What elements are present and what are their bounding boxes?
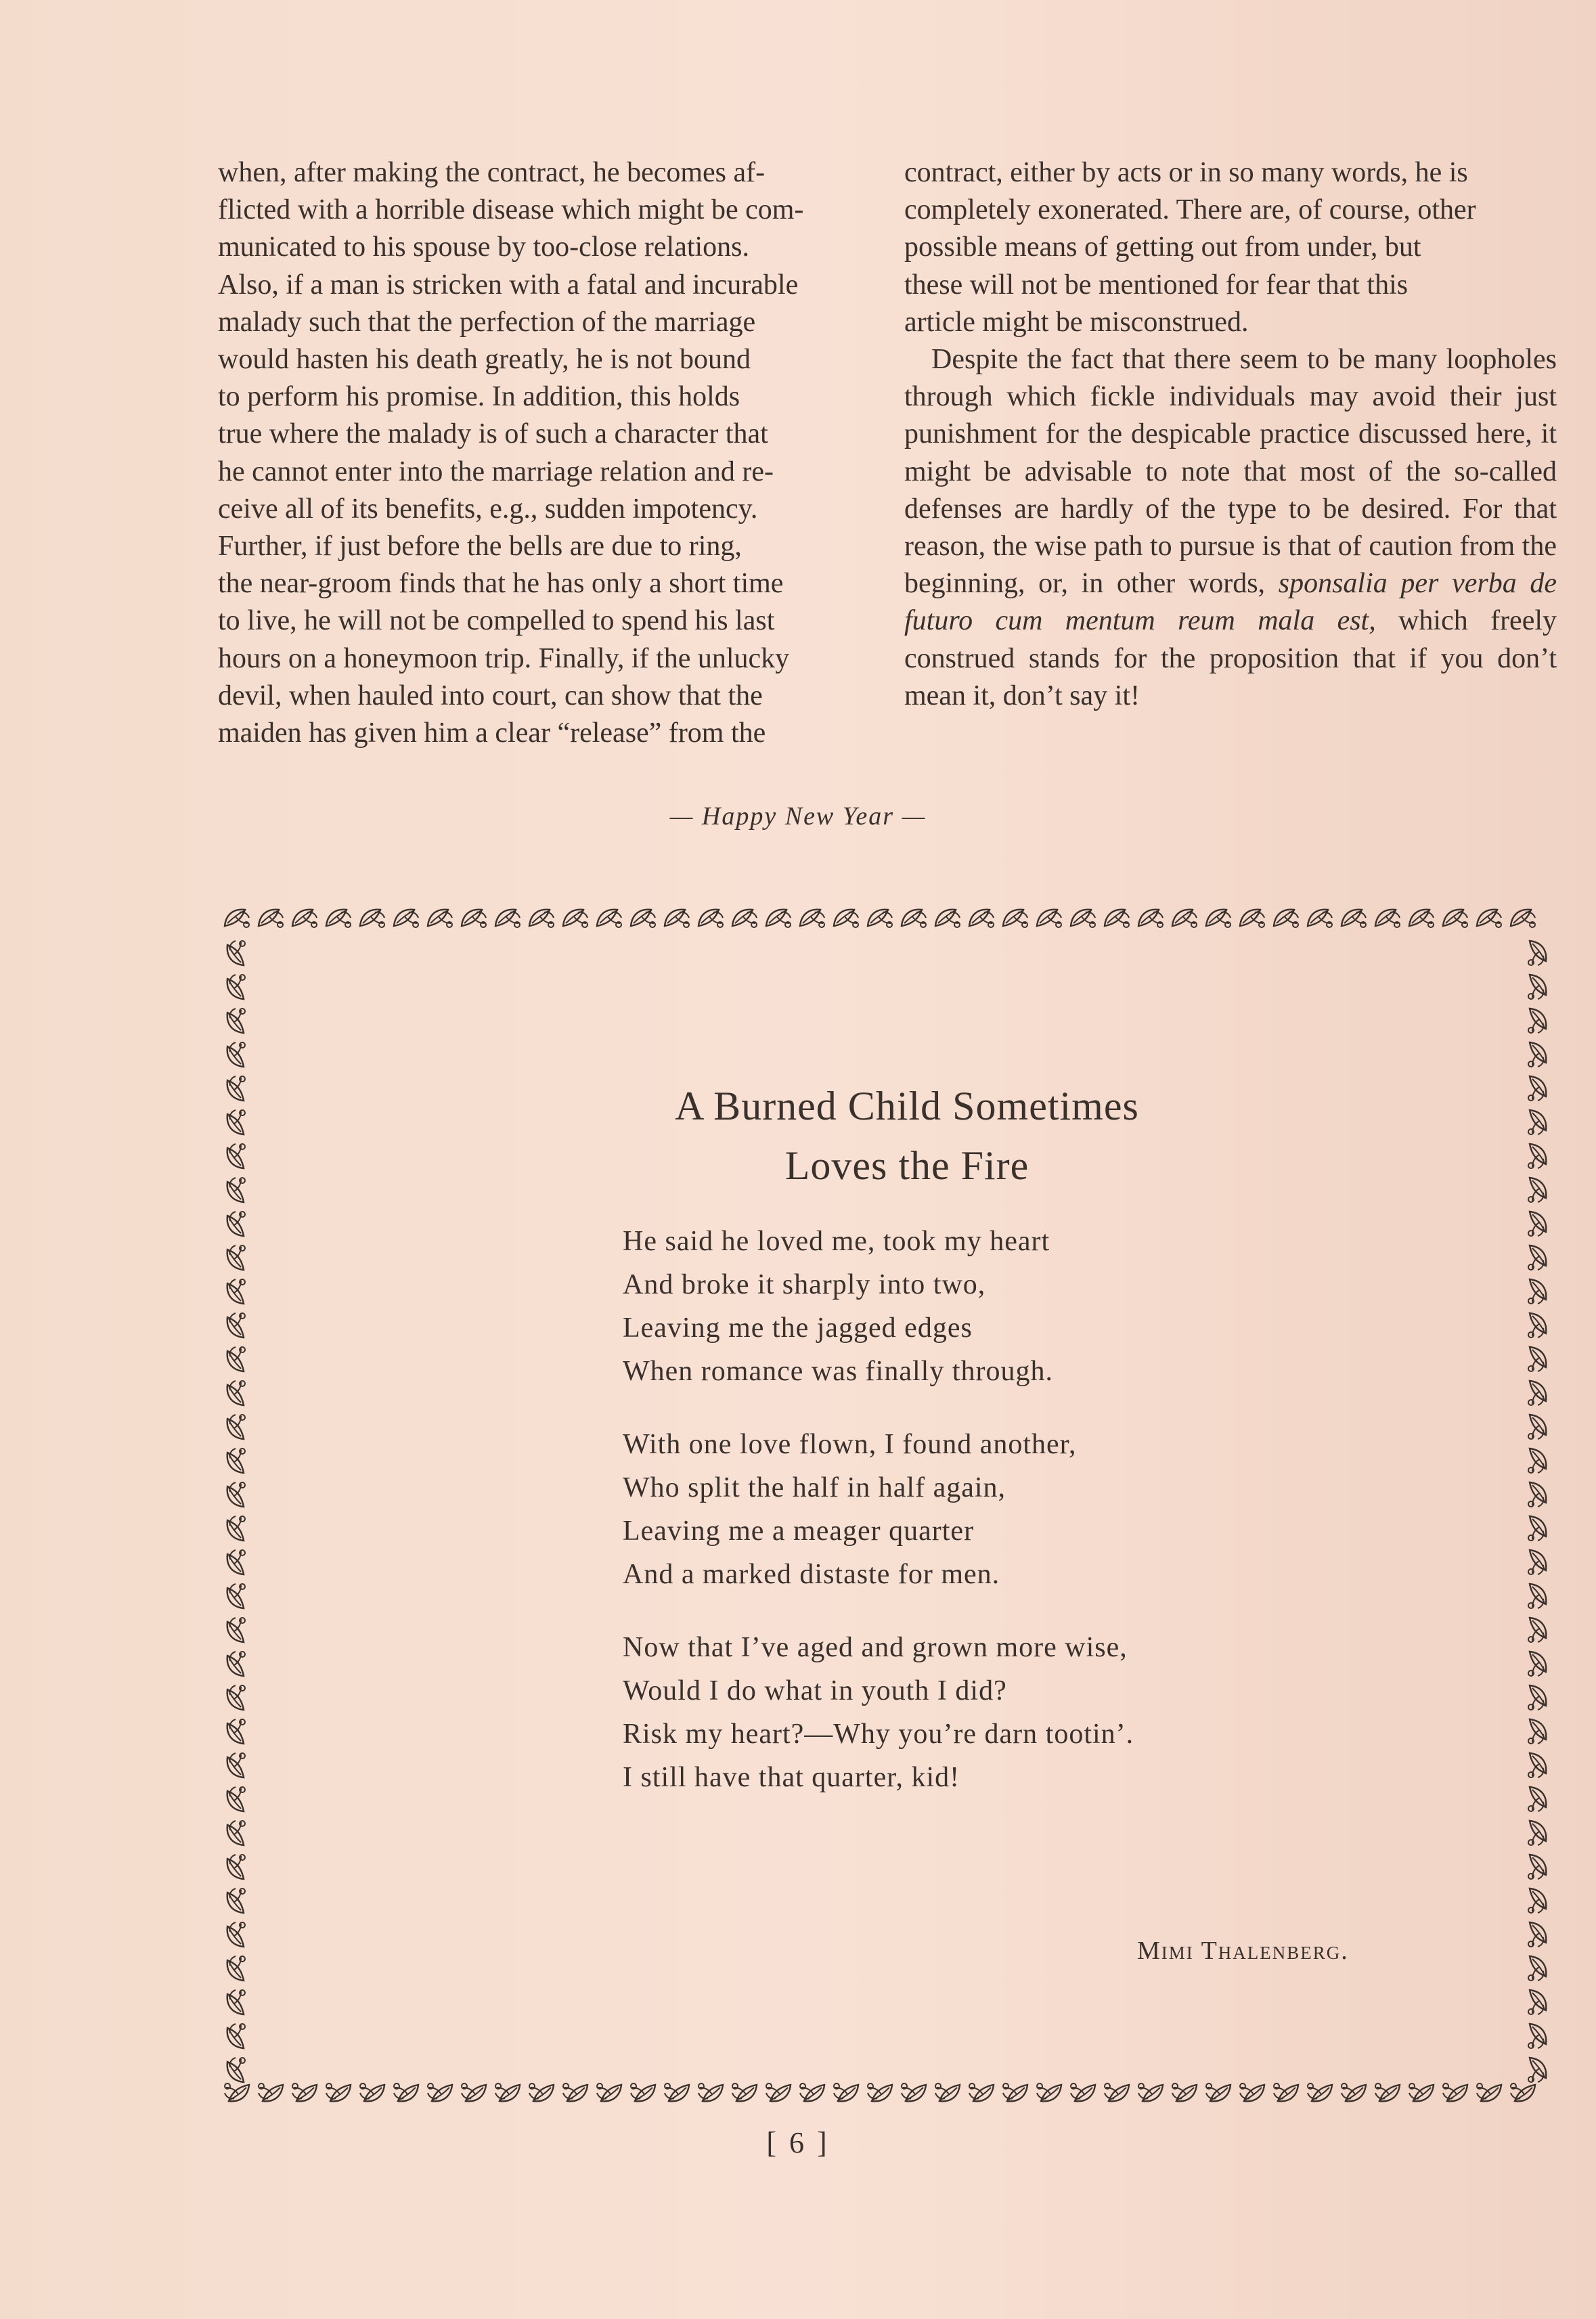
leaf-ornament-icon [225, 2083, 249, 2101]
leaf-ornament-icon [227, 1956, 245, 1981]
leaf-ornament-icon [227, 1618, 245, 1642]
leaf-ornament-icon [1206, 2083, 1231, 2101]
closing-paragraph [904, 341, 1557, 715]
poem-line: Would I do what in youth I did? [623, 1675, 1007, 1706]
leaf-ornament-icon [1528, 1042, 1546, 1067]
leaf-ornament-icon [227, 2058, 245, 2082]
leaf-ornament-icon [732, 2083, 757, 2101]
leaf-ornament-icon [1274, 2083, 1298, 2101]
leaf-ornament-icon [259, 910, 283, 927]
leaf-ornament-icon [732, 910, 757, 927]
left-line: to perform his promise. In addition, this holds [218, 381, 740, 413]
left-line: the near-groom finds that he has only a short time [218, 568, 784, 600]
leaf-ornament-icon [495, 2083, 520, 2101]
leaf-ornament-icon [1528, 1076, 1546, 1101]
left-line: hours on a honeymoon trip. Finally, if the unlucky [218, 642, 790, 674]
leaf-ornament-icon [1528, 1990, 1546, 2014]
leaf-ornament-icon [766, 2083, 791, 2101]
leaf-ornament-icon [1528, 2024, 1546, 2048]
leaf-ornament-icon [227, 1685, 245, 1710]
leaf-ornament-icon [227, 975, 245, 999]
leaf-ornament-icon [326, 2083, 351, 2101]
leaf-ornament-icon [1528, 1753, 1546, 1777]
poem-title [623, 1076, 1191, 1195]
leaf-ornament-icon [1528, 1618, 1546, 1642]
leaf-ornament-icon [227, 1787, 245, 1811]
leaf-ornament-icon [1528, 1652, 1546, 1676]
leaf-ornament-icon [259, 2083, 283, 2101]
leaf-ornament-icon [1003, 2083, 1027, 2101]
poem-line: When romance was finally through. [623, 1356, 1053, 1387]
leaf-ornament-icon [1240, 910, 1264, 927]
leaf-ornament-icon [227, 1449, 245, 1473]
leaf-ornament-icon [292, 910, 317, 927]
leaf-ornament-icon [1037, 2083, 1061, 2101]
poem-title-line: Loves the Fire [784, 1143, 1029, 1188]
leaf-ornament-icon [394, 910, 418, 927]
leaf-ornament-icon [495, 910, 520, 927]
left-line: municated to his spouse by too-close relations. [218, 231, 750, 263]
left-line: flicted with a horrible disease which might be com- [218, 194, 804, 226]
poem-line: Risk my heart?—Why you’re darn tootin’. [623, 1719, 1134, 1750]
leaf-ornament-icon [1071, 2083, 1095, 2101]
leaf-ornament-icon [227, 1110, 245, 1134]
leaf-ornament-icon [699, 2083, 723, 2101]
leaf-ornament-icon [1071, 910, 1095, 927]
leaf-ornament-icon [665, 910, 689, 927]
leaf-ornament-icon [1528, 1787, 1546, 1811]
leaf-ornament-icon [227, 1652, 245, 1676]
leaf-ornament-icon [1528, 941, 1546, 965]
leaf-ornament-icon [1528, 1889, 1546, 1913]
leaf-ornament-icon [1172, 910, 1197, 927]
leaf-ornament-icon [529, 910, 554, 927]
leaf-ornament-icon [1528, 1550, 1546, 1574]
leaf-ornament-icon [1528, 1279, 1546, 1304]
leaf-ornament-icon [1528, 1482, 1546, 1507]
leaf-ornament-icon [1308, 2083, 1332, 2101]
leaf-ornament-icon [227, 1347, 245, 1371]
left-line: he cannot enter into the marriage relation and re- [218, 456, 774, 487]
leaf-ornament-icon [360, 2083, 384, 2101]
leaf-ornament-icon [1528, 1347, 1546, 1371]
leaf-ornament-icon [1528, 1516, 1546, 1541]
leaf-ornament-icon [326, 910, 351, 927]
left-line: devil, when hauled into court, can show that the [218, 680, 763, 711]
left-line: Also, if a man is stricken with a fatal and incurable [218, 269, 799, 301]
leaf-ornament-icon [1528, 1381, 1546, 1405]
leaf-ornament-icon [1138, 910, 1163, 927]
leaf-ornament-icon [1528, 1821, 1546, 1845]
leaf-ornament-icon [227, 1245, 245, 1270]
leaf-ornament-icon [1409, 2083, 1434, 2101]
leaf-ornament-icon [834, 2083, 858, 2101]
leaf-ornament-icon [227, 1516, 245, 1541]
leaf-ornament-icon [1105, 910, 1129, 927]
article-right-column [904, 154, 1557, 715]
right-line: possible means of getting out from under, but [904, 231, 1421, 263]
leaf-ornament-icon [1528, 1584, 1546, 1608]
poem-line: With one love flown, I found another, [623, 1429, 1077, 1460]
leaf-ornament-icon [1003, 910, 1027, 927]
leaf-ornament-icon [227, 1482, 245, 1507]
leaf-ornament-icon [227, 1279, 245, 1304]
leaf-ornament-icon [1375, 2083, 1400, 2101]
poem-title-line: A Burned Child Sometimes [675, 1084, 1139, 1128]
leaf-ornament-icon [1528, 1449, 1546, 1473]
poem-stanza [623, 1423, 1469, 1596]
leaf-ornament-icon [1138, 2083, 1163, 2101]
leaf-ornament-icon [1528, 1922, 1546, 1947]
leaf-ornament-icon [1528, 1212, 1546, 1236]
leaf-ornament-icon [563, 2083, 588, 2101]
leaf-ornament-icon [766, 910, 791, 927]
leaf-ornament-icon [1274, 910, 1298, 927]
leaf-ornament-icon [227, 1381, 245, 1405]
poem-line: Leaving me a meager quarter [623, 1516, 975, 1547]
leaf-ornament-icon [597, 2083, 621, 2101]
leaf-ornament-icon [1375, 910, 1400, 927]
leaf-ornament-icon [1528, 1178, 1546, 1202]
leaf-ornament-icon [597, 910, 621, 927]
article-left-column [218, 154, 873, 752]
leaf-ornament-icon [227, 1042, 245, 1067]
poem-stanza [623, 1220, 1469, 1393]
leaf-ornament-icon [1528, 1110, 1546, 1134]
leaf-ornament-icon [1409, 910, 1434, 927]
leaf-ornament-icon [1511, 910, 1535, 927]
right-line: contract, either by acts or in so many words, he is [904, 157, 1468, 188]
leaf-ornament-icon [227, 1144, 245, 1168]
poem-stanza [623, 1626, 1469, 1799]
leaf-ornament-icon [227, 941, 245, 965]
poem-line: Who split the half in half again, [623, 1472, 1006, 1503]
leaf-ornament-icon [1443, 910, 1467, 927]
leaf-ornament-icon [1443, 2083, 1467, 2101]
leaf-ornament-icon [529, 2083, 554, 2101]
leaf-ornament-icon [665, 2083, 689, 2101]
leaf-ornament-icon [800, 910, 824, 927]
left-line: ceive all of its benefits, e.g., sudden impotency. [218, 493, 758, 525]
leaf-ornament-icon [227, 1889, 245, 1913]
leaf-ornament-icon [225, 910, 249, 927]
left-line: would hasten his death greatly, he is not bound [218, 344, 751, 376]
closing-text-before: Despite the fact that there seem to be many loopholes through which fickle individuals may avoid their just punishment for the despicable practice discussed here, it might be advisable to note that most of the so-called defenses are hardly of the type to be desired. For that reason, the wise path to pursue is that of caution from the beginning, or, in other words, [904, 344, 1557, 600]
leaf-ornament-icon [969, 2083, 994, 2101]
leaf-ornament-icon [1528, 1144, 1546, 1168]
left-line: maiden has given him a clear “release” from the [218, 717, 766, 749]
leaf-ornament-icon [394, 2083, 418, 2101]
leaf-ornament-icon [1511, 2083, 1535, 2101]
leaf-ornament-icon [1342, 2083, 1366, 2101]
leaf-ornament-icon [227, 1178, 245, 1202]
leaf-ornament-icon [1308, 910, 1332, 927]
leaf-ornament-icon [462, 910, 486, 927]
leaf-ornament-icon [360, 910, 384, 927]
leaf-ornament-icon [227, 1584, 245, 1608]
leaf-ornament-icon [227, 1313, 245, 1338]
leaf-ornament-icon [1528, 1855, 1546, 1879]
leaf-ornament-icon [292, 2083, 317, 2101]
poem-line: And broke it sharply into two, [623, 1269, 986, 1300]
leaf-ornament-icon [1528, 1313, 1546, 1338]
leaf-ornament-icon [969, 910, 994, 927]
leaf-ornament-icon [227, 1990, 245, 2014]
page-number: [ 6 ] [766, 2126, 830, 2159]
leaf-ornament-icon [1528, 1245, 1546, 1270]
happy-new-year-tagline: — Happy New Year — [669, 802, 927, 831]
leaf-ornament-icon [227, 1922, 245, 1947]
leaf-ornament-icon [227, 2024, 245, 2048]
leaf-ornament-icon [227, 1415, 245, 1439]
leaf-ornament-icon [1528, 1719, 1546, 1744]
poem-line: Leaving me the jagged edges [623, 1312, 973, 1344]
leaf-ornament-icon [227, 1009, 245, 1033]
leaf-ornament-icon [428, 2083, 452, 2101]
leaf-ornament-icon [935, 910, 960, 927]
leaf-ornament-icon [227, 1855, 245, 1879]
leaf-ornament-icon [1206, 910, 1231, 927]
leaf-ornament-icon [631, 2083, 655, 2101]
leaf-ornament-icon [428, 910, 452, 927]
leaf-ornament-icon [227, 1550, 245, 1574]
poem-line: Now that I’ve aged and grown more wise, [623, 1632, 1128, 1663]
leaf-ornament-icon [227, 1076, 245, 1101]
leaf-ornament-icon [227, 1753, 245, 1777]
leaf-ornament-icon [1172, 2083, 1197, 2101]
leaf-ornament-icon [1528, 1685, 1546, 1710]
left-line: to live, he will not be compelled to spend his last [218, 605, 775, 637]
leaf-ornament-icon [1528, 1956, 1546, 1981]
left-line: when, after making the contract, he becomes af- [218, 157, 766, 188]
right-line: completely exonerated. There are, of course, other [904, 194, 1476, 226]
poem [623, 1076, 1469, 1799]
leaf-ornament-icon [935, 2083, 960, 2101]
leaf-ornament-icon [902, 910, 926, 927]
leaf-ornament-icon [868, 910, 892, 927]
leaf-ornament-icon [227, 1212, 245, 1236]
leaf-ornament-icon [834, 910, 858, 927]
leaf-ornament-icon [868, 2083, 892, 2101]
leaf-ornament-icon [1105, 2083, 1129, 2101]
right-line: these will not be mentioned for fear that this [904, 269, 1409, 301]
leaf-ornament-icon [462, 2083, 486, 2101]
leaf-ornament-icon [563, 910, 588, 927]
leaf-ornament-icon [1037, 910, 1061, 927]
leaf-ornament-icon [227, 1719, 245, 1744]
leaf-ornament-icon [1528, 2058, 1546, 2082]
leaf-ornament-icon [800, 2083, 824, 2101]
poem-line: I still have that quarter, kid! [623, 1762, 960, 1793]
leaf-ornament-icon [631, 910, 655, 927]
right-line: article might be misconstrued. [904, 306, 1249, 338]
leaf-ornament-icon [1342, 910, 1366, 927]
leaf-ornament-icon [1528, 975, 1546, 999]
leaf-ornament-icon [699, 910, 723, 927]
poem-line: And a marked distaste for men. [623, 1559, 1000, 1590]
leaf-ornament-icon [1528, 1415, 1546, 1439]
poem-author: Mimi Thalenberg. [1137, 1937, 1349, 1965]
leaf-ornament-icon [1528, 1009, 1546, 1033]
poem-line: He said he loved me, took my heart [623, 1226, 1050, 1257]
leaf-ornament-icon [227, 1821, 245, 1845]
leaf-ornament-icon [1240, 2083, 1264, 2101]
latin-phrase: sponsalia per verba de futuro cum mentum reum mala est, [904, 568, 1557, 637]
leaf-ornament-icon [902, 2083, 926, 2101]
leaf-ornament-icon [1477, 910, 1501, 927]
left-line: true where the malady is of such a character that [218, 418, 768, 450]
leaf-ornament-icon [1477, 2083, 1501, 2101]
closing-text-after: which freely construed stands for the proposition that if you don’t mean it, don’t say it! [904, 605, 1557, 711]
left-line: Further, if just before the bells are due to ring, [218, 531, 742, 562]
left-line: malady such that the perfection of the marriage [218, 306, 756, 338]
